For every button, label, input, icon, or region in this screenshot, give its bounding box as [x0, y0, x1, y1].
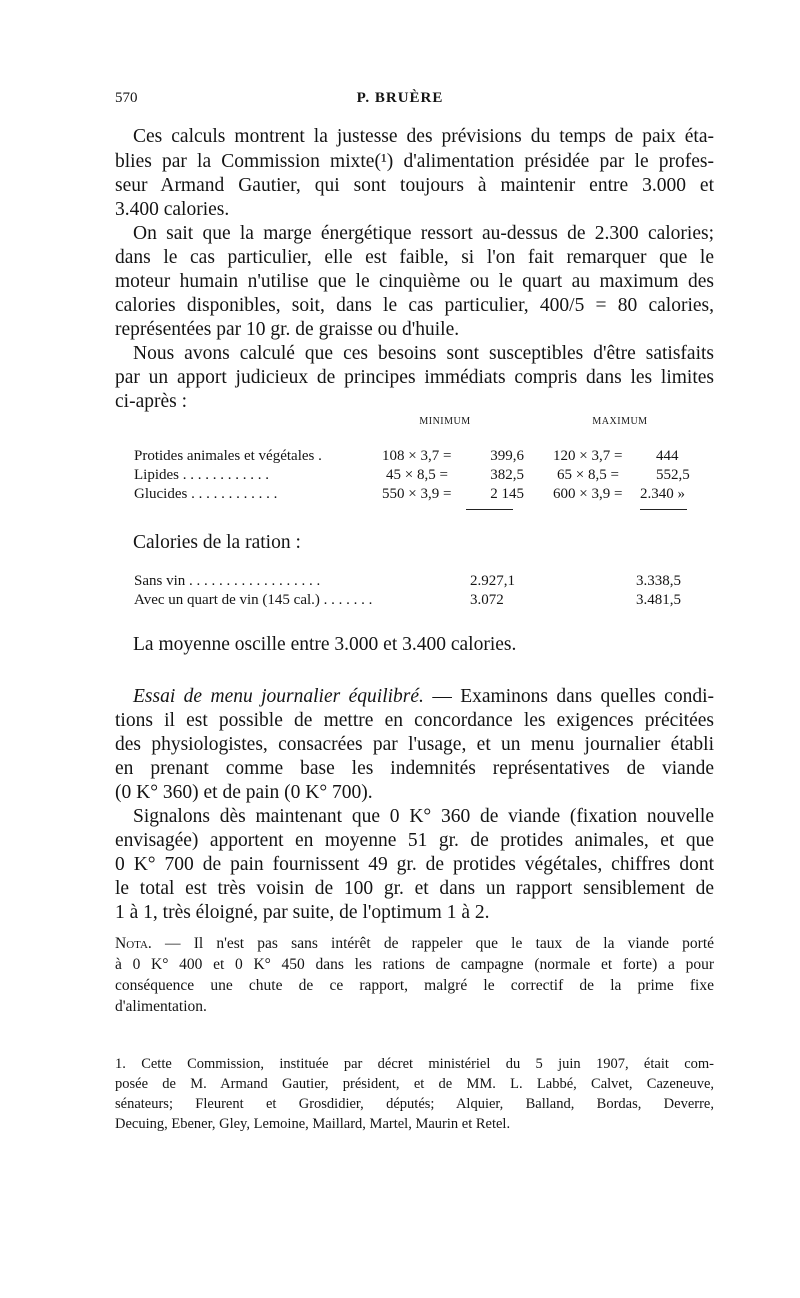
text-line: 0 K° 700 de pain fournissent 49 gr. de protides végétales, chiffres dont	[115, 854, 714, 875]
text-line: tions il est possible de mettre en concordance les exigences précitées	[115, 710, 714, 731]
text-span: — Examinons dans quelles condi-	[432, 686, 715, 707]
max-expression: 65 × 8,5 =	[557, 467, 619, 483]
max-value: 3.481,5	[636, 592, 681, 608]
max-expression: 120 × 3,7 =	[553, 448, 623, 464]
text-span: — Il n'est pas sans intérêt de rappeler que le taux de la viande porté	[165, 935, 715, 952]
min-expression: 550 × 3,9 =	[382, 486, 452, 502]
text-line: (0 K° 360) et de pain (0 K° 700).	[115, 782, 373, 803]
text-line: moteur humain n'utilise que le cinquième ou le quart au maximum des	[115, 271, 714, 292]
min-expression: 45 × 8,5 =	[386, 467, 448, 483]
text-line: à 0 K° 400 et 0 K° 450 dans les rations de campagne (normale et forte) a pour	[115, 956, 714, 973]
text-line: des physiologistes, consacrées par l'usage, et un menu journalier établi	[115, 734, 714, 755]
text-line: représentées par 10 gr. de graisse ou d'huile.	[115, 319, 460, 340]
max-value: 2.340 »	[640, 486, 685, 502]
min-value: 3.072	[470, 592, 504, 608]
text-line: seur Armand Gautier, qui sont toujours à maintenir entre 3.000 et	[115, 175, 714, 196]
text-line: ci-après :	[115, 391, 188, 412]
section-lead: Essai de menu journalier équilibré.	[133, 686, 424, 707]
min-expression: 108 × 3,7 =	[382, 448, 452, 464]
text-line: calories disponibles, soit, dans le cas particulier, 400/5 = 80 calories,	[115, 295, 714, 316]
text-line: par un apport judicieux de principes immédiats compris dans les limites	[115, 367, 714, 388]
text-line	[115, 933, 714, 954]
text-line: blies par la Commission mixte(¹) d'alimentation présidée par le profes-	[115, 151, 714, 172]
text-line: d'alimentation.	[115, 998, 207, 1015]
text-line: On sait que la marge énergétique ressort au-dessus de 2.300 calories;	[133, 223, 714, 244]
average-line: La moyenne oscille entre 3.000 et 3.400 calories.	[133, 634, 517, 655]
column-header-minimum: MINIMUM	[419, 416, 471, 427]
text-line: posée de M. Armand Gautier, président, et de MM. L. Labbé, Calvet, Cazeneuve,	[115, 1076, 714, 1092]
text-line: conséquence une chute de ce rapport, malgré le correctif de la prime fixe	[115, 977, 714, 994]
row-label: Sans vin . . . . . . . . . . . . . . . . . .	[134, 573, 321, 589]
text-line: 3.400 calories.	[115, 199, 230, 220]
text-line: en prenant comme base les indemnités représentatives de viande	[115, 758, 714, 779]
text-line: 1 à 1, très éloigné, par suite, de l'optimum 1 à 2.	[115, 902, 490, 923]
text-line: Ces calculs montrent la justesse des prévisions du temps de paix éta-	[133, 126, 714, 147]
page-number: 570	[115, 90, 138, 106]
row-label: Avec un quart de vin (145 cal.) . . . . . . .	[134, 592, 373, 608]
text-line: Nous avons calculé que ces besoins sont susceptibles d'être satisfaits	[133, 343, 714, 364]
running-title: P. BRUÈRE	[356, 90, 444, 106]
row-label: Glucides . . . . . . . . . . . .	[134, 486, 278, 502]
text-line: le total est très voisin de 100 gr. et dans un rapport sensiblement de	[115, 878, 714, 899]
min-value: 382,5	[490, 467, 524, 483]
max-value: 552,5	[656, 467, 690, 483]
text-line: Signalons dès maintenant que 0 K° 360 de viande (fixation nouvelle	[133, 806, 714, 827]
max-value: 444	[656, 448, 679, 464]
sum-rule-minimum	[466, 509, 513, 510]
column-header-maximum: MAXIMUM	[592, 416, 648, 427]
text-line: sénateurs; Fleurent et Grosdidier, députés; Alquier, Balland, Bordas, Deverre,	[115, 1096, 714, 1112]
calories-heading: Calories de la ration :	[133, 532, 301, 553]
row-label: Protides animales et végétales .	[134, 448, 322, 464]
max-value: 3.338,5	[636, 573, 681, 589]
text-line: dans le cas particulier, elle est faible, si l'on fait remarquer que le	[115, 247, 714, 268]
sum-rule-maximum	[640, 509, 687, 510]
min-value: 2 145	[490, 486, 524, 502]
text-line: envisagée) apportent en moyenne 51 gr. de protides animales, et que	[115, 830, 714, 851]
text-line	[133, 685, 714, 709]
text-line: 1. Cette Commission, instituée par décret ministériel du 5 juin 1907, était com-	[115, 1056, 714, 1072]
nota-lead: Nota.	[115, 935, 152, 952]
row-label: Lipides . . . . . . . . . . . .	[134, 467, 269, 483]
min-value: 2.927,1	[470, 573, 515, 589]
text-line: Decuing, Ebener, Gley, Lemoine, Maillard, Martel, Maurin et Retel.	[115, 1116, 511, 1132]
max-expression: 600 × 3,9 =	[553, 486, 623, 502]
min-value: 399,6	[490, 448, 524, 464]
